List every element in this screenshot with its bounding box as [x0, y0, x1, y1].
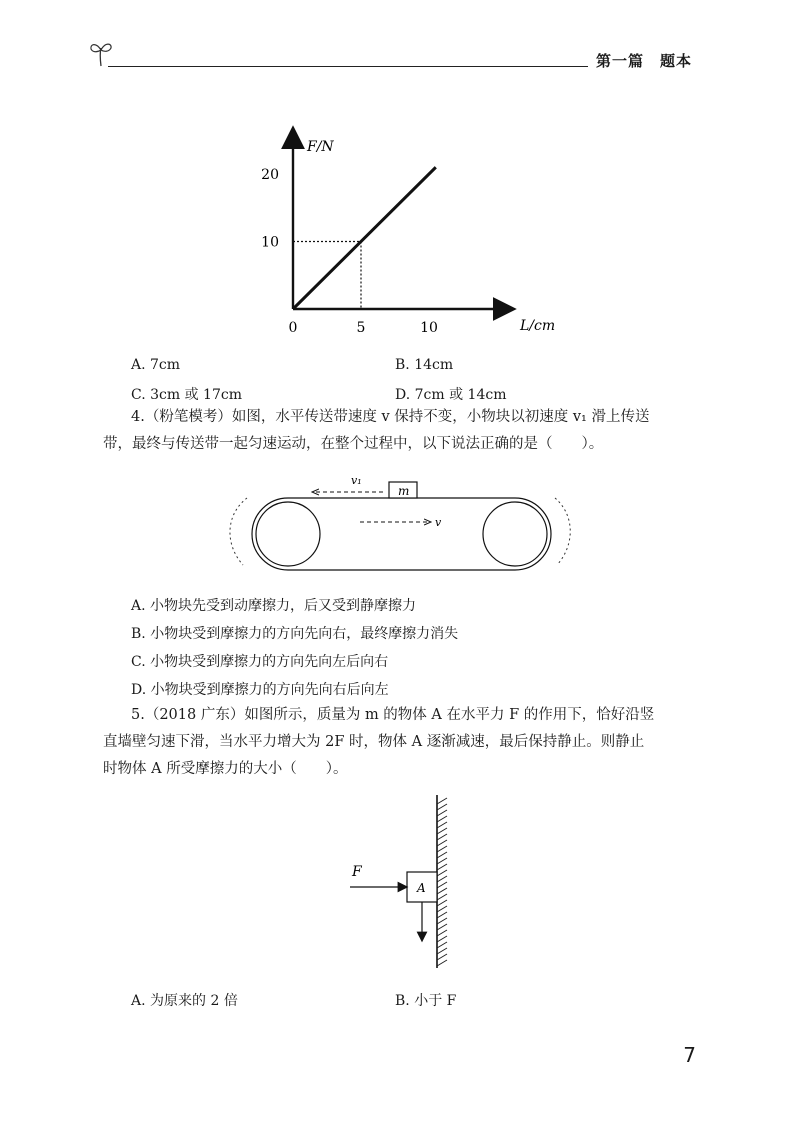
wall-hatch-line: [437, 942, 447, 948]
wall-hatch-line: [437, 894, 447, 900]
chart-ylabel: F/N: [307, 139, 334, 155]
page-number: 7: [683, 1043, 696, 1067]
wall-block-figure: [330, 790, 470, 975]
left-rotation-arc: [230, 498, 247, 565]
wall-hatch-line: [437, 864, 447, 870]
wall-hatch-line: [437, 930, 447, 936]
wall-hatch-line: [437, 906, 447, 912]
q3-option-c[interactable]: C. 3cm 或 17cm: [131, 387, 242, 403]
q4-option-a[interactable]: A. 小物块先受到动摩擦力，后又受到静摩擦力: [131, 598, 417, 614]
q4-text-line-1: 4.（粉笔模考）如图，水平传送带速度 v 保持不变，小物块以初速度 v₁ 滑上传送: [131, 409, 650, 425]
q4-option-d[interactable]: D. 小物块受到摩擦力的方向先向右后向左: [131, 682, 389, 698]
q5-text-line-3: 时物体 A 所受摩擦力的大小（ ）。: [103, 761, 348, 777]
wall-hatch-line: [437, 918, 447, 924]
chart-xlabel: L/cm: [520, 318, 556, 334]
header-title: 第一篇 题本: [596, 52, 693, 70]
q3-option-d[interactable]: D. 7cm 或 14cm: [395, 387, 507, 403]
wall-hatch-line: [437, 810, 447, 816]
q5-text-line-2: 直墙壁匀速下滑，当水平力增大为 2F 时，物体 A 逐渐减速，最后保持静止。则静止: [103, 734, 645, 750]
wall-hatch-line: [437, 912, 447, 918]
q5-option-b[interactable]: B. 小于 F: [395, 993, 457, 1009]
wall-hatch-line: [437, 816, 447, 822]
wall-hatch-line: [437, 960, 447, 966]
wall-hatch-line: [437, 846, 447, 852]
sprout-icon: [88, 38, 114, 68]
right-rotation-arc: [555, 498, 570, 565]
force-length-chart: [240, 120, 580, 340]
v1-label: v₁: [351, 474, 362, 487]
conveyor-belt-figure: [225, 470, 575, 580]
conveyor-belt: [252, 498, 551, 570]
wall-hatch-line: [437, 804, 447, 810]
wall-hatch-line: [437, 852, 447, 858]
v-label: v: [435, 516, 442, 529]
q5-option-a[interactable]: A. 为原来的 2 倍: [131, 993, 238, 1009]
chart-y-tick-label: 10: [261, 234, 279, 251]
chart-series-line: [293, 167, 436, 309]
wall-hatch-line: [437, 882, 447, 888]
chart-x-tick-label: 5: [356, 320, 366, 336]
force-f-label: F: [352, 864, 362, 880]
chart-y-tick-label: 20: [261, 167, 279, 183]
chart-x-tick-label: 10: [420, 320, 438, 336]
chart-x-tick-label: 0: [288, 320, 298, 336]
wall-hatch-line: [437, 840, 447, 846]
wall-hatch-line: [437, 858, 447, 864]
q4-option-b[interactable]: B. 小物块受到摩擦力的方向先向右，最终摩擦力消失: [131, 626, 459, 642]
header-rule: [108, 66, 588, 67]
q3-option-b[interactable]: B. 14cm: [395, 357, 454, 373]
q4-text-line-2: 带，最终与传送带一起匀速运动，在整个过程中，以下说法正确的是（ ）。: [103, 436, 604, 452]
wall-hatch-line: [437, 936, 447, 942]
wall-hatch-line: [437, 870, 447, 876]
q3-option-a[interactable]: A. 7cm: [131, 357, 181, 373]
wall-hatch-line: [437, 798, 447, 804]
wall-hatch-line: [437, 888, 447, 894]
wall-hatch-line: [437, 822, 447, 828]
wall-hatch-line: [437, 834, 447, 840]
right-roller: [483, 502, 547, 566]
wall-hatch-line: [437, 828, 447, 834]
wall-hatching: [437, 798, 447, 966]
q5-text-line-1: 5.（2018 广东）如图所示，质量为 m 的物体 A 在水平力 F 的作用下，恰好沿竖: [131, 707, 655, 723]
wall-hatch-line: [437, 924, 447, 930]
wall-hatch-line: [437, 948, 447, 954]
left-roller: [256, 502, 320, 566]
wall-hatch-line: [437, 876, 447, 882]
wall-hatch-line: [437, 900, 447, 906]
block-m-label: m: [398, 484, 410, 498]
wall-hatch-line: [437, 954, 447, 960]
block-a-label: A: [417, 881, 426, 895]
q4-option-c[interactable]: C. 小物块受到摩擦力的方向先向左后向右: [131, 654, 389, 670]
